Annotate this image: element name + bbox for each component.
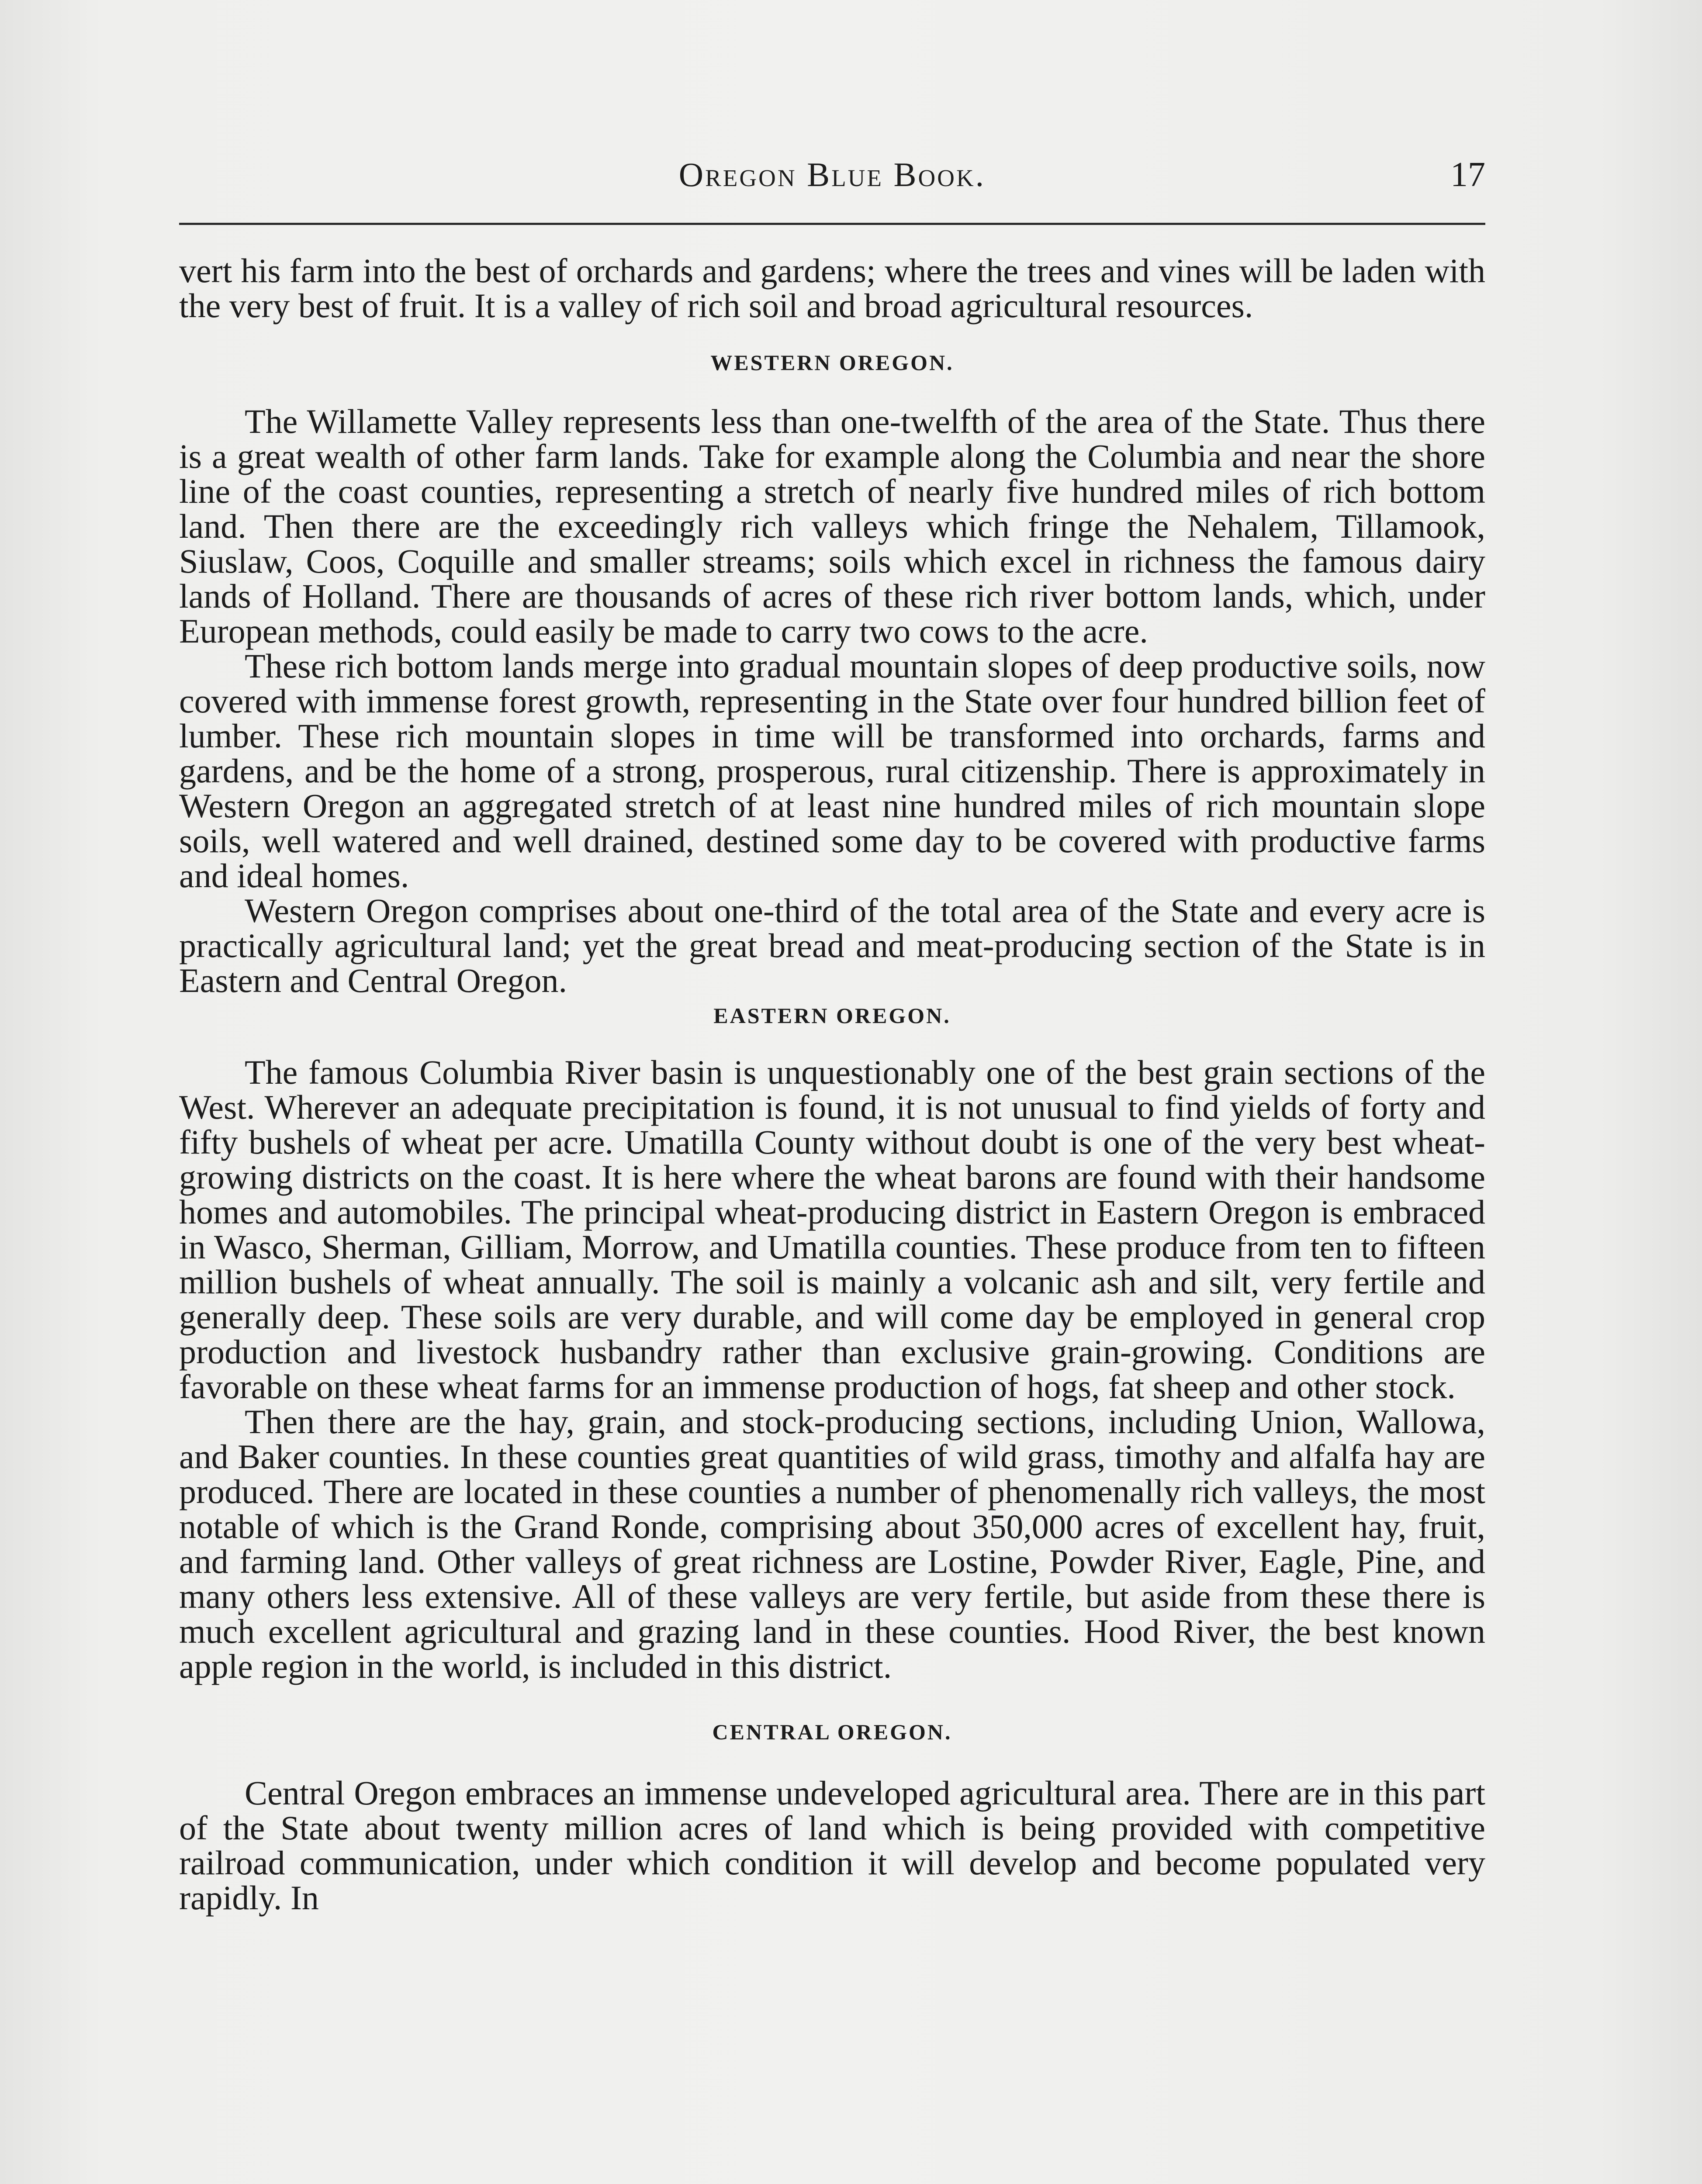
western-oregon-paragraph-1: The Willamette Valley represents less than one-twelfth of the area of the State. Thus there is a great wealth of other farm lands. Take for example along the Columbia and near the shore line of the coast counties, representing a stretch of nearly five hundred miles of rich bottom land. Then there are the exceedingly rich valleys which fringe the Nehalem, Tillamook, Siuslaw, Coos, Coquille and smaller streams; soils which excel in richness the famous dairy lands of Holland. There are thousands of acres of these rich river bottom lands, which, under European methods, could easily be made to carry two cows to the acre.	[179, 402, 1485, 650]
page-header	[179, 149, 1485, 201]
page-number: 17	[1450, 156, 1485, 194]
running-head: Oregon Blue Book.	[678, 156, 986, 194]
eastern-oregon-paragraph-1: The famous Columbia River basin is unquestionably one of the best grain sections of the West. Wherever an adequate precipitation is found, it is not unusual to find yields of forty and fifty bushels of wheat per acre. Umatilla County without doubt is one of the very best wheat-growing districts on the coast. It is here where the wheat barons are found with their handsome homes and automobiles. The principal wheat-producing district in Eastern Oregon is embraced in Wasco, Sherman, Gilliam, Morrow, and Umatilla counties. These produce from ten to fifteen million bushels of wheat annually. The soil is mainly a volcanic ash and silt, very fertile and generally deep. These soils are very durable, and will come day be employed in general crop production and livestock husbandry rather than exclusive grain-growing. Conditions are favorable on these wheat farms for an immense production of hogs, fat sheep and other stock.	[179, 1053, 1485, 1406]
western-oregon-paragraph-3: Western Oregon comprises about one-third of the total area of the State and every acre is practically agricultural land; yet the great bread and meat-producing section of the State is in Eastern and Central Oregon.	[179, 892, 1485, 999]
section-heading-central-oregon: CENTRAL OREGON.	[712, 1720, 952, 1744]
page-body	[179, 253, 1485, 1915]
opening-paragraph: vert his farm into the best of orchards and gardens; where the trees and vines will be laden with the very best of fruit. It is a valley of rich soil and broad agricultural resources.	[179, 252, 1485, 325]
western-oregon-paragraph-2: These rich bottom lands merge into gradual mountain slopes of deep productive soils, now covered with immense forest growth, representing in the State over four hundred billion feet of lumber. These rich mountain slopes in time will be transformed into orchards, farms and gardens, and be the home of a strong, prosperous, rural citizenship. There is approximately in Western Oregon an aggregated stretch of at least nine hundred miles of rich mountain slope soils, well watered and well drained, destined some day to be covered with productive farms and ideal homes.	[179, 647, 1485, 895]
section-heading-western-oregon: WESTERN OREGON.	[710, 350, 954, 375]
central-oregon-paragraph-1: Central Oregon embraces an immense undeveloped agricultural area. There are in this part of the State about twenty million acres of land which is being provided with competitive railroad communication, under which condition it will develop and become populated very rapidly. In	[179, 1774, 1485, 1917]
header-rule	[179, 223, 1485, 225]
eastern-oregon-paragraph-2: Then there are the hay, grain, and stock-producing sections, including Union, Wallowa, and Baker counties. In these counties great quantities of wild grass, timothy and alfalfa hay are produced. There are located in these counties a number of phenomenally rich valleys, the most notable of which is the Grand Ronde, comprising about 350,000 acres of excellent hay, fruit, and farming land. Other valleys of great richness are Lostine, Powder River, Eagle, Pine, and many others less extensive. All of these valleys are very fertile, but aside from these there is much excellent agricultural and grazing land in these counties. Hood River, the best known apple region in the world, is included in this district.	[179, 1403, 1485, 1685]
section-heading-eastern-oregon: EASTERN OREGON.	[713, 1003, 951, 1028]
